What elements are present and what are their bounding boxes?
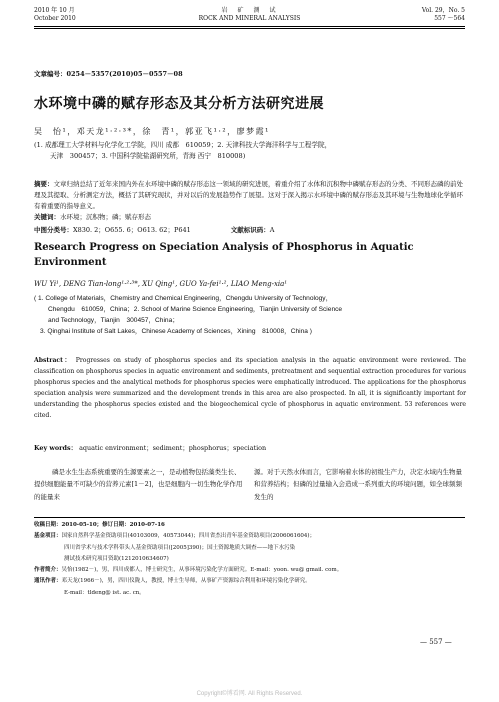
affiliation-cn-line2: 天津 300457；3. 中国科学院盐湖研究所，青海 西宁 810008) [50, 152, 246, 160]
abstract-en-text: Progresses on study of phosphorus species and its speciation analysis in the aquatic environment were reviewed. The classification on phosphorus species in aquatic environment and sediments, pretreatment and sequential extraction procedures for various phosphorus species and the analytical methods for phosphorus species were emphatically introduced. The applications for the phosphorus speciation analysis were summarized and the development trends in this area are also prospected. In all, it is significantly important for understanding the phosphorus species existed and the biogeochemical cycle of phosphorus in aquatic environment. 53 references were cited. [34, 357, 467, 419]
running-header-right [422, 7, 465, 23]
abstract-en [34, 356, 466, 421]
issue-date-cn: 2010 年 10 月 [34, 7, 75, 14]
corresponding-author [34, 576, 466, 587]
keywords-en-label: Key words： [34, 444, 78, 452]
received-date: 收稿日期：2010-05-10；修订日期：2010-07-16 [34, 522, 165, 528]
fund-line3: 测试技术研究项目资助(1212010634607) [64, 555, 169, 562]
fund-line1 [34, 531, 466, 542]
abstract-cn-label: 摘要： [34, 180, 54, 188]
issue-date-en: October 2010 [34, 15, 76, 22]
fund-label: 基金项目： [34, 533, 62, 540]
affiliations-cn [34, 140, 466, 162]
affiliation-en-line3: and Technology，Tianjin 300457，China； [48, 317, 179, 324]
class-value: X830. 2；O655. 6；O613. 62；P641 [73, 226, 191, 234]
affiliation-en-line2: Chengdu 610059，China；2. School of Marine Science Engineering，Tianjin University of Science [48, 306, 343, 313]
header-rule-top [34, 26, 465, 27]
keywords-cn-text: 水环境；沉积物；磷；赋存形态 [60, 213, 151, 221]
abstract-cn [34, 179, 466, 212]
affiliation-cn-line1: (1. 成都理工大学材料与化学化工学院，四川 成都 610059；2. 天津科技大学海洋科学与工程学院， [34, 141, 332, 149]
abstract-en-label: Abstract： [34, 357, 73, 364]
fund-text1: 国家自然科学基金资助项目(40103009，40573044)；四川省杰出青年基金资助项目(2006061604)； [61, 533, 316, 540]
corresponding-text: 邓天龙(1966－)，男，四川仪陇人，教授，博士生导师，从事矿产资源综合利用和环境污染化学研究。 [61, 578, 311, 585]
journal-name-cn: 岩 矿 测 试 [221, 7, 278, 14]
body-right-text: 源。对于天然水体而言，它影响着水体的初级生产力，决定水域内生物量和营养结构；但磷的过量输入会造成一系列重大的环境问题，如全球频频发生的 [254, 468, 462, 501]
title-en: Research Progress on Speciation Analysis of Phosphorus in Aquatic Environment [34, 242, 414, 268]
class-label: 中图分类号： [34, 226, 73, 234]
keywords-en-text: aquatic environment；sediment；phosphorus；speciation [79, 444, 267, 452]
keywords-en [34, 443, 266, 452]
article-number: 文章编号：0254－5357(2010)05－0557－08 [34, 70, 183, 78]
author-bio-label: 作者简介： [34, 567, 62, 574]
authors-en: WU Yi¹, DENG Tian-long¹·²·³*, XU Qing¹, GUO Ya-fei¹·², LIAO Meng-xia¹ [34, 280, 288, 288]
keywords-cn-label: 关键词： [34, 213, 60, 221]
copyright-watermark: Copyright©博看网. All Rights Reserved. [196, 691, 303, 697]
volume-issue: Vol. 29，No. 5 [421, 7, 465, 14]
page-number: — 557 — [420, 638, 452, 646]
doc-code-label: 文献标识码： [230, 226, 270, 234]
journal-name-en: ROCK AND MINERAL ANALYSIS [198, 15, 301, 22]
affiliation-en-line4: 3. Qinghai Institute of Salt Lakes，Chinese Academy of Sciences，Xining 810008，China ) [40, 328, 312, 335]
fund-line2: 四川省学术与技术学科带头人基金资助项目([2005]390)；国土资源地质大调查——地下水污染 [64, 544, 296, 551]
footnotes [34, 520, 466, 599]
doc-code-value: A [269, 226, 275, 234]
authors-cn: 吴 怡¹，邓天龙¹·²·³*，徐 青¹，郭亚飞¹·²，廖梦霞¹ [34, 127, 270, 136]
body-column-left [34, 466, 246, 503]
page-range: 557 ～564 [434, 15, 465, 22]
header-rule-bottom [34, 28, 465, 29]
title-cn: 水环境中磷的赋存形态及其分析方法研究进展 [34, 96, 324, 112]
corresponding-label: 通讯作者： [34, 578, 62, 585]
footnote-rule [34, 517, 465, 518]
affiliations-en [34, 293, 466, 337]
author-bio [34, 565, 466, 576]
corresponding-email: E-mail：tldeng@ ist. ac. cn。 [64, 589, 145, 596]
classification-cn [34, 225, 274, 234]
body-left-text: 磷是水生生态系统重要的生源要素之一，是动植物包括藻类生长、提供细胞能量不可缺少的营养元素[1－2]，也是细胞内一切生物化学作用的能量来 [34, 468, 243, 501]
author-bio-text: 吴怡(1982－)，男，四川成都人，博士研究生，从事环境污染化学方面研究。E-mail：yoon. wu@ gmail. com。 [61, 567, 343, 574]
affiliation-en-line1: ( 1. College of Materials，Chemistry and Chemical Engineering，Chengdu University of Technology， [34, 295, 333, 302]
abstract-cn-text: 文章归纳总结了近年来国内外在水环境中磷的赋存形态这一领域的研究进展，着重介绍了水体和沉积物中磷赋存形态的分类、不同形态磷的前处理及其提取、分析测定方法，概括了其研究现状，并对以后的发展趋势作了展望。这对于深入揭示水环境中磷的赋存形态及其环境与生物地球化学循环有着重要的指导意义。 [34, 180, 463, 210]
body-column-right [254, 466, 466, 503]
keywords-cn [34, 212, 151, 221]
